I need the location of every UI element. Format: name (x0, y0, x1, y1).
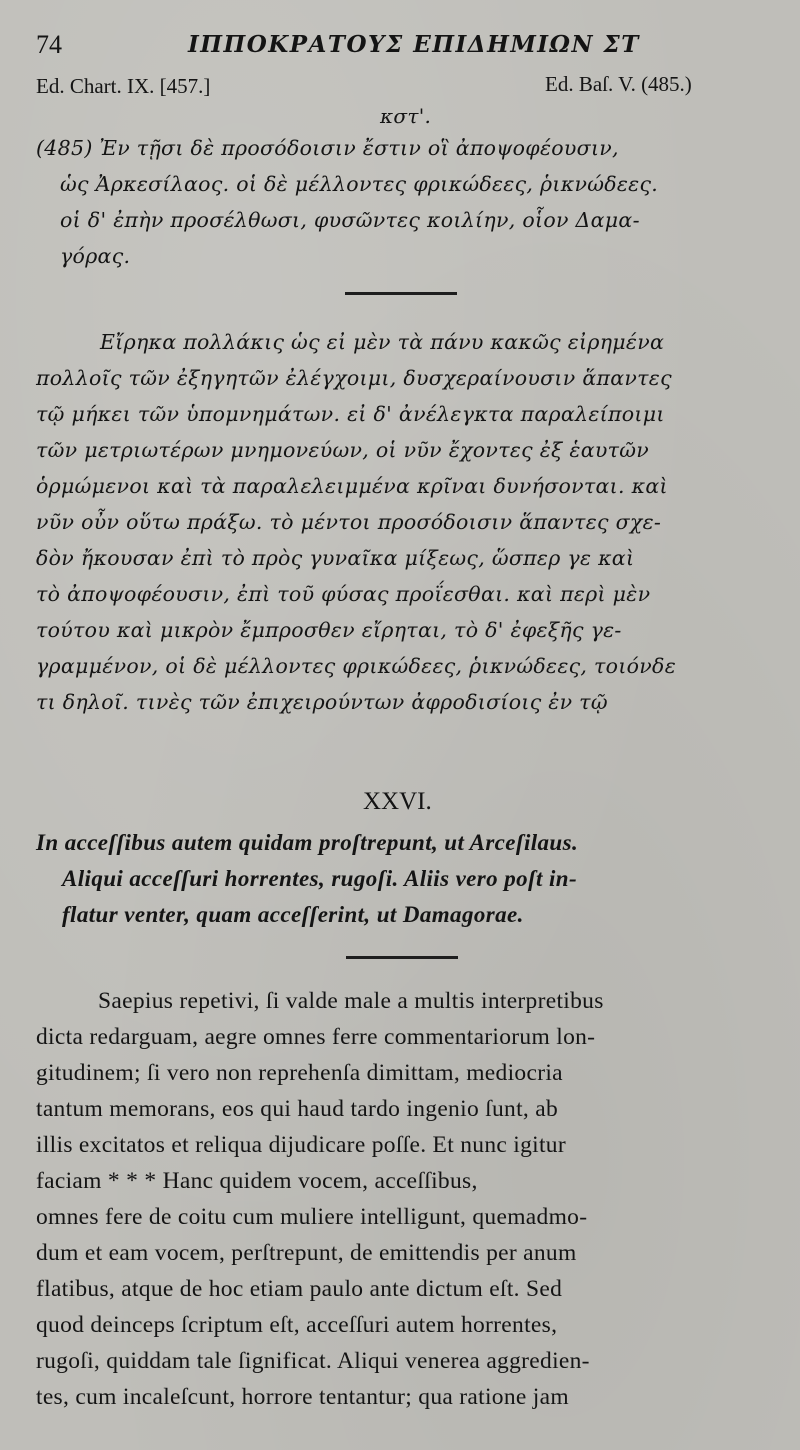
latin-commentary-line: dicta redarguam, aegre omnes ferre commentariorum lon- (36, 1024, 596, 1050)
page-number: 74 (36, 30, 62, 59)
greek-commentary-line: νῦν οὖν οὕτω πράξω. τὸ μέντοι προσόδοισιν ἅπαντες σχε- (36, 510, 662, 534)
greek-commentary-line: γραμμένον, οἱ δὲ μέλλοντες φρικώδεες, ῥικνώδεες, τοιόνδε (36, 654, 676, 678)
latin-commentary-line: dum et eam vocem, perſtrepunt, de emittendis per anum (36, 1240, 577, 1266)
latin-commentary-line: faciam * * * Hanc quidem vocem, acceſſibus, (36, 1168, 478, 1194)
edition-reference-left: Ed. Chart. IX. [457.] (36, 74, 211, 98)
greek-aphorism-line: γόρας. (60, 244, 131, 268)
greek-commentary-line: τούτου καὶ μικρὸν ἔμπροσθεν εἴρηται, τὸ δ' ἐφεξῆς γε- (36, 618, 622, 642)
greek-commentary-line: τι δηλοῖ. τινὲς τῶν ἐπιχειρούντων ἀφροδισίοις ἐν τῷ (36, 690, 608, 714)
latin-aphorism-line: Aliqui acceſſuri horrentes, rugoſi. Aliis vero poſt in- (62, 866, 578, 891)
latin-commentary-line: gitudinem; ſi vero non reprehenſa dimittam, mediocria (36, 1060, 563, 1086)
latin-section-number: XXVI. (363, 788, 432, 815)
latin-commentary-line: tes, cum incaleſcunt, horrore tentantur; qua ratione jam (36, 1384, 569, 1410)
latin-commentary-line: tantum memorans, eos qui haud tardo ingenio ſunt, ab (36, 1096, 559, 1122)
running-title: ΙΠΠΟΚΡΑΤΟΥΣ ΕΠΙΔΗΜΙΩΝ ΣΤ (188, 31, 640, 58)
greek-commentary-line: τὸ ἀποψοφέουσιν, ἐπὶ τοῦ φύσας προΐεσθαι. καὶ περὶ μὲν (36, 582, 651, 606)
greek-commentary-line: ὁρμώμενοι καὶ τὰ παραλελειμμένα κρῖναι δυνήσονται. καὶ (36, 474, 668, 498)
greek-commentary-line: τῶν μετριωτέρων μνημονεύων, οἱ νῦν ἔχοντες ἐξ ἑαυτῶν (36, 438, 650, 462)
latin-commentary-line: quod deinceps ſcriptum eſt, acceſſuri autem horrentes, (36, 1312, 558, 1338)
latin-aphorism-line: flatur venter, quam acceſſerint, ut Damagorae. (62, 902, 524, 927)
latin-commentary-line: illis excitatos et reliqua dijudicare poſſe. Et nunc igitur (36, 1132, 566, 1158)
latin-commentary-line: rugoſi, quiddam tale ſignificat. Aliqui venerea aggredien- (36, 1348, 590, 1374)
latin-commentary-line: flatibus, atque de hoc etiam paulo ante dictum eſt. Sed (36, 1276, 563, 1302)
section-divider (345, 292, 457, 295)
greek-aphorism-line: (485) Ἐν τῇσι δὲ προσόδοισιν ἔστιν οἳ ἀποψοφέουσιν, (36, 136, 619, 160)
greek-aphorism-line: ὡς Ἀρκεσίλαος. οἱ δὲ μέλλοντες φρικώδεες, ῥικνώδεες. (60, 172, 659, 196)
section-divider (346, 956, 458, 959)
latin-commentary-line: Saepius repetivi, ſi valde male a multis interpretibus (98, 988, 604, 1014)
greek-commentary-line: Εἴρηκα πολλάκις ὡς εἰ μὲν τὰ πάνυ κακῶς εἰρημένα (100, 330, 665, 354)
greek-commentary-line: πολλοῖς τῶν ἐξηγητῶν ἐλέγχοιμι, δυσχεραίνουσιν ἅπαντες (36, 366, 672, 390)
greek-aphorism-line: οἱ δ' ἐπὴν προσέλθωσι, φυσῶντες κοιλίην, οἷον Δαμα- (60, 208, 640, 232)
greek-commentary-line: δὸν ἤκουσαν ἐπὶ τὸ πρὸς γυναῖκα μίξεως, ὥσπερ γε καὶ (36, 546, 635, 570)
greek-section-number: κστ'. (380, 104, 432, 128)
edition-reference-right: Ed. Baſ. V. (485.) (545, 72, 692, 96)
latin-aphorism-line: In acceſſibus autem quidam proſtrepunt, ut Arceſilaus. (36, 830, 579, 855)
greek-commentary-line: τῷ μήκει τῶν ὑπομνημάτων. εἰ δ' ἀνέλεγκτα παραλείποιμι (36, 402, 665, 426)
latin-commentary-line: omnes fere de coitu cum muliere intelligunt, quemadmo- (36, 1204, 588, 1230)
